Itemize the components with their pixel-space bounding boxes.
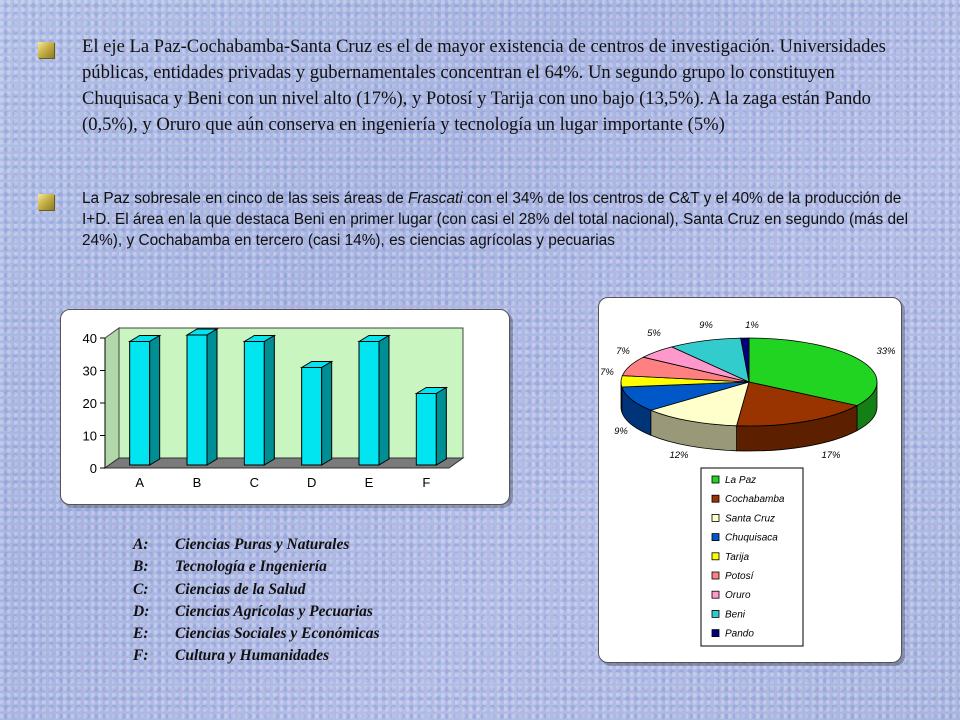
x-tick-label: A bbox=[135, 475, 145, 490]
pie-pct-label: 7% bbox=[616, 346, 630, 357]
legend-swatch bbox=[712, 495, 719, 502]
legend-label: Chuquisaca bbox=[725, 532, 778, 544]
bar-side-C bbox=[264, 336, 274, 466]
bar-B bbox=[187, 329, 217, 465]
legend-label: Potosí bbox=[725, 571, 754, 582]
bar-front-C bbox=[244, 342, 264, 466]
category-legend-row bbox=[133, 579, 380, 601]
category-legend-row bbox=[133, 645, 380, 667]
bullet-icon bbox=[38, 194, 54, 210]
x-tick-label: F bbox=[422, 475, 431, 490]
bar-front-E bbox=[359, 342, 379, 466]
category-letter: F: bbox=[133, 647, 149, 665]
y-tick-label: 40 bbox=[82, 331, 97, 346]
bar-front-A bbox=[130, 342, 150, 466]
category-name: Ciencias Puras y Naturales bbox=[175, 536, 350, 553]
x-tick-label: B bbox=[192, 475, 202, 490]
frascati-term: Frascati bbox=[407, 190, 463, 207]
legend-label: Tarija bbox=[725, 551, 750, 563]
bar-side-B bbox=[207, 329, 217, 465]
x-tick-label: D bbox=[306, 475, 317, 490]
y-tick-label: 20 bbox=[82, 396, 97, 411]
bar-D bbox=[302, 362, 332, 466]
paragraph-la-paz-part2: con el 34% de los centros de C&T y el 40% de la producción de I+D. El área en la que destaca Beni en primer lugar (con casi el 28% del total nacional), Santa Cruz en segundo (más del 24%), y Cochabamba en tercero (casi 14%), es ciencias agrícolas y pecuarias bbox=[82, 190, 909, 249]
pie-pct-label: 17% bbox=[821, 450, 841, 461]
bar-side-A bbox=[150, 336, 160, 466]
category-legend-row bbox=[133, 534, 380, 556]
legend-swatch bbox=[712, 476, 719, 483]
legend-label: Beni bbox=[725, 609, 746, 621]
bar-chart-frame bbox=[60, 309, 510, 505]
category-letter: D: bbox=[133, 602, 150, 620]
category-letter: B: bbox=[133, 558, 149, 576]
bar-F bbox=[416, 388, 446, 466]
pie-pct-label: 7% bbox=[600, 367, 614, 378]
category-letter: C: bbox=[133, 580, 149, 598]
bar-side-D bbox=[322, 362, 332, 466]
y-tick-label: 30 bbox=[82, 363, 97, 379]
bar-front-F bbox=[416, 394, 436, 466]
pie-pct-label: 5% bbox=[647, 328, 661, 339]
y-tick-label: 10 bbox=[82, 428, 97, 444]
legend-swatch bbox=[712, 514, 719, 521]
bullet-icon bbox=[38, 42, 54, 58]
legend-label: La Paz bbox=[725, 475, 757, 486]
paragraph-la-paz-part1: La Paz sobresale en cinco de las seis áreas de bbox=[82, 190, 408, 207]
bar-front-B bbox=[187, 335, 207, 465]
category-legend-row bbox=[133, 623, 380, 645]
category-name: Cultura y Humanidades bbox=[175, 647, 330, 665]
pie-pct-label: 1% bbox=[745, 320, 759, 331]
x-tick-label: C bbox=[249, 475, 260, 490]
pie-pct-label: 33% bbox=[876, 346, 896, 357]
pie-pct-label: 9% bbox=[614, 426, 628, 437]
pie-pct-label: 9% bbox=[699, 320, 713, 331]
legend-label: Santa Cruz bbox=[725, 513, 776, 525]
legend-swatch bbox=[712, 534, 719, 541]
bar-E bbox=[359, 336, 389, 466]
bar-side-E bbox=[379, 336, 389, 466]
bar-chart bbox=[61, 310, 509, 504]
x-tick-label: E bbox=[364, 475, 374, 490]
category-name: Ciencias Agrícolas y Pecuarias bbox=[175, 602, 373, 620]
legend-label: Oruro bbox=[725, 590, 751, 602]
category-legend-row bbox=[133, 601, 380, 623]
category-name: Ciencias Sociales y Económicas bbox=[175, 625, 380, 643]
category-name: Ciencias de la Salud bbox=[175, 580, 306, 598]
category-letter: E: bbox=[133, 625, 149, 643]
pie-tops bbox=[621, 338, 877, 426]
legend-label: Pando bbox=[725, 628, 754, 640]
paragraph-eje: El eje La Paz-Cochabamba-Santa Cruz es el de mayor existencia de centros de investigación. Universidades públicas, entidades privadas y gubernamentales concentran el 64%. Un segundo grupo lo constituyen Chuquisaca y Beni con un nivel alto (17%), y Potosí y Tarija con uno bajo (13,5%). A la zaga están Pando (0,5%), y Oruro que aún conserva en ingeniería y tecnología un lugar importante (5%) bbox=[82, 36, 886, 135]
bar-chart-side-wall bbox=[105, 328, 119, 468]
pie-chart-frame bbox=[598, 297, 902, 663]
bar-front-D bbox=[302, 368, 322, 466]
pie-chart bbox=[599, 298, 901, 662]
pie-pct-label: 12% bbox=[669, 450, 689, 461]
category-letter: A: bbox=[133, 536, 149, 553]
legend-swatch bbox=[712, 572, 719, 579]
bar-C bbox=[244, 336, 274, 466]
paragraph-la-paz bbox=[82, 188, 912, 251]
y-tick-label: 0 bbox=[89, 461, 97, 476]
legend-swatch bbox=[712, 553, 719, 560]
category-legend bbox=[133, 534, 380, 668]
bar-A bbox=[130, 336, 160, 466]
legend-swatch bbox=[712, 591, 719, 598]
legend-label: Cochabamba bbox=[725, 494, 785, 506]
bar-side-F bbox=[436, 388, 446, 466]
category-legend-row bbox=[133, 556, 380, 578]
legend-swatch bbox=[712, 630, 719, 637]
legend-swatch bbox=[712, 610, 719, 617]
category-name: Tecnología e Ingeniería bbox=[175, 558, 327, 576]
